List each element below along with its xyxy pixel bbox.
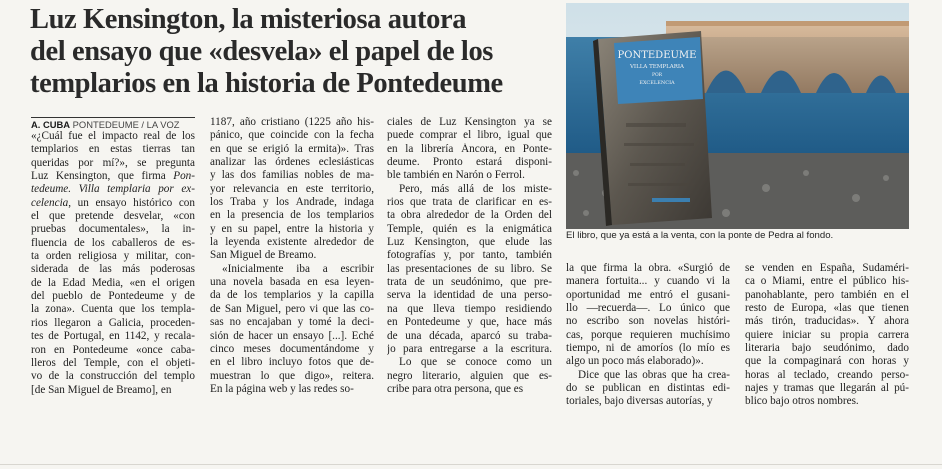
article-line: y en su papel, entre la historia y: [210, 222, 374, 235]
article-line: templarios en estas tierras tan: [31, 143, 195, 156]
article-line: del pueblo de Pontedeume y de: [31, 290, 195, 303]
article-line: Temple, quién es la enigmática: [387, 222, 552, 235]
article-line: la zona». Cuenta que los templa-: [31, 303, 195, 316]
article-line: «¿Cuál fue el impacto real de los: [31, 130, 195, 142]
article-line: negro literario, alguien que es-: [387, 369, 552, 382]
article-line: serva la identidad de una perso-: [387, 289, 552, 302]
article-column-5: [745, 262, 909, 409]
article-line: en la presencia de los templarios: [210, 209, 374, 222]
article-line: puede comprar el libro, igual que: [387, 129, 552, 142]
article-line: no escribo son novelas históri-: [566, 315, 730, 328]
article-line: do se publican en distintas edi-: [566, 382, 730, 395]
byline: [31, 117, 195, 130]
article-line: panohablante, pero también en el: [745, 288, 909, 301]
article-line: lleros del Temple, con el objeti-: [31, 356, 195, 369]
article-line: ca o Miami, entre el público his-: [745, 275, 909, 288]
headline-line-3: templarios en la historia de Pontedeume: [30, 68, 503, 99]
article-line: ble también en Narón o Ferrol.: [387, 169, 525, 182]
article-line: los Traba y los Andrade, indaga: [210, 196, 374, 209]
article-line: sión de hacer un ensayo [...]. Eché: [210, 329, 374, 342]
article-line: de una década, aparcó su traba-: [387, 329, 552, 342]
article-line: cas, porque requieren muchísimo: [566, 328, 730, 341]
article-line: Pero, más allá de los miste-: [399, 182, 552, 195]
article-line: literaria bajo seudónimo, dado: [745, 342, 909, 355]
book-photo: [566, 3, 909, 229]
article-line: ta obra alrededor de la Orden del: [387, 209, 552, 222]
book-title-italic: celencia: [31, 196, 69, 209]
article-line: llo —recuerda—. Lo único que: [566, 302, 730, 315]
page-divider: [0, 464, 942, 465]
article-line: el que pretende desvelar, «con: [31, 210, 195, 223]
article-line: na que lleva tiempo residiendo: [387, 302, 552, 315]
book-cover-author: EXCELENCIA: [639, 80, 675, 86]
article-line: najes y tramas que llegarán al pú-: [745, 382, 909, 395]
headline-line-1: Luz Kensington, la misteriosa autora: [30, 4, 467, 35]
article-line: de la Edad Media, «en el origen: [31, 276, 195, 289]
article-line: manera fortuita... y cuando vi la: [566, 275, 730, 288]
book-cover-subtitle-2: POR: [651, 73, 663, 78]
article-line: [de San Miguel de Breamo], en: [31, 383, 172, 396]
article-line: muestran lo que digo», reitera.: [210, 369, 374, 382]
article-line: horas al teclado, creando perso-: [745, 368, 909, 381]
article-line: la leyenda existente alrededor de: [210, 236, 374, 249]
article-line: algo un poco más elaborado)».: [566, 355, 704, 368]
article-line: [31, 183, 195, 196]
article-line: resto de Europa, «las que tienen: [745, 302, 909, 315]
article-line: queridas por mí?», se pregunta: [31, 156, 195, 169]
article-line: las presentaciones de su libro. Se: [387, 262, 552, 275]
photo-caption: El libro, que ya está a la venta, con la ponte de Pedra al fondo.: [566, 230, 834, 241]
article-line: celencia, un ensayo histórico con: [31, 196, 195, 209]
article-line: En la página web y las redes so-: [210, 382, 354, 395]
article-line: cribe para otra persona, que es: [387, 382, 524, 395]
article-column-3: [387, 116, 552, 396]
article-line: blico bajo otros nombres.: [745, 395, 859, 408]
article-line: rios que trata de clarificar en es-: [387, 196, 552, 209]
book-title-italic: Pon-: [173, 170, 195, 183]
article-line: en el libro incluyo fotos que de-: [210, 356, 374, 369]
book-cover-subtitle-1: VILLA TEMPLARIA: [629, 64, 685, 70]
book-cover-title: PONTEDEUME: [617, 50, 697, 61]
headline-line-2: del ensayo que «desvela» el papel de los: [30, 36, 493, 67]
article-line: la que firma la obra. «Surgió de: [566, 262, 730, 274]
article-line: vo de la construcción del templo: [31, 370, 195, 383]
article-line: que la compaginará con horas y: [745, 355, 909, 368]
article-line: analizar las órdenes eclesiásticas: [210, 156, 374, 169]
article-line: quiere iniciar su propia carrera: [745, 328, 909, 341]
article-line: deume. Pronto estará disponi-: [387, 156, 552, 169]
article-line: ciales de Luz Kensington ya se: [387, 116, 552, 128]
article-line: ron en Pontedeume «once caba-: [31, 343, 195, 356]
article-line: San Miguel de Breamo.: [210, 249, 317, 262]
byline-author: A. CUBA: [31, 119, 71, 130]
article-line: pruebas documentales», la in-: [31, 223, 195, 236]
article-line: Lo que se conoce como un: [399, 356, 552, 369]
article-line: se venden en España, Sudaméri-: [745, 262, 909, 274]
article-line: y las dos familias nobles de ma-: [210, 169, 374, 182]
article-line: Luz Kensington, que elude las: [387, 236, 552, 249]
article-line: ta orden religiosa y militar, con-: [31, 250, 195, 263]
article-line: más tirón, traducidas». Y ahora: [745, 315, 909, 328]
article-line: en Pontedeume y que, hace más: [387, 316, 552, 329]
article-line: cinco meses documentándome y: [210, 342, 374, 355]
article-line: fotografías y, por tanto, también: [387, 249, 552, 262]
article-line: Dice que las obras que ha crea-: [578, 368, 730, 381]
article-line: de San Miguel, pero vi que las co-: [210, 302, 374, 315]
article-line: tes de Portugal, en 1142, y recala-: [31, 330, 195, 343]
article-line: en la librería Áncora, en Ponte-: [387, 142, 552, 155]
book-title-italic: tedeume. Villa templaria por ex-: [31, 183, 195, 196]
article-line: 1187, año cristiano (1225 año his-: [210, 116, 374, 128]
article-line: «Inicialmente iba a escribir: [222, 262, 374, 275]
article-line: da de los templarios y la capilla: [210, 289, 374, 302]
article-line: tiempo, ni de amoríos (lo mío es: [566, 342, 730, 355]
article-line: rios llegaron a Galicia, proceden-: [31, 316, 195, 329]
article-column-1: [31, 130, 195, 397]
article-line: una novela basada en esa leyen-: [210, 276, 374, 289]
article-line: siderada de las más poderosas: [31, 263, 195, 276]
article-line: en que se erigió la ermita)». Tras: [210, 142, 374, 155]
byline-source: PONTEDEUME / LA VOZ: [72, 119, 180, 130]
article-column-2: [210, 116, 374, 396]
article-line: jo para entregarse a la escritura.: [387, 342, 552, 355]
article-line: yor relevancia en este territorio,: [210, 182, 374, 195]
article-line: Luz Kensington, que firma Pon-: [31, 170, 195, 183]
headline: [30, 4, 560, 100]
article-line: fluencia de los caballeros de es-: [31, 236, 195, 249]
article-line: trata de un seudónimo, que pre-: [387, 276, 552, 289]
article-line: pánico, que coincide con la fecha: [210, 129, 374, 142]
article-line: oportunidad me entró el gusani-: [566, 288, 730, 301]
article-column-4: [566, 262, 730, 409]
article-line: sas no encajaban y tomé la deci-: [210, 316, 374, 329]
article-line: toriales, bajo diversas autorías, y: [566, 395, 713, 408]
